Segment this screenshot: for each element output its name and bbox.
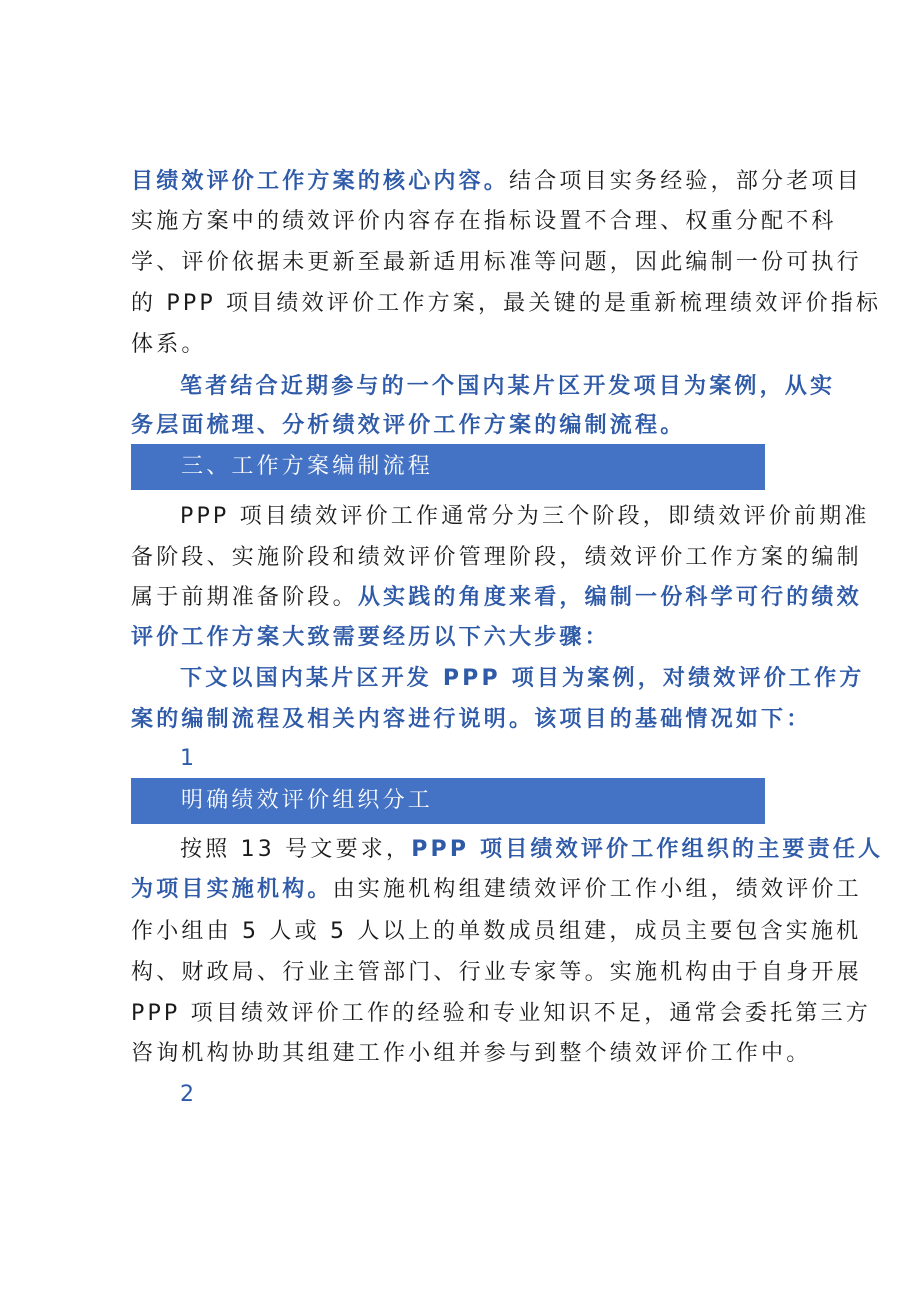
paragraph-line: 作小组由 5 人或 5 人以上的单数成员组建，成员主要包含实施机 — [131, 919, 862, 944]
section-heading-bar — [131, 444, 765, 490]
paragraph-line: 咨询机构协助其组建工作小组并参与到整个绩效评价工作中。 — [131, 1041, 812, 1066]
highlight-line: 下文以国内某片区开发 PPP 项目为案例，对绩效评价工作方 — [180, 666, 865, 691]
paragraph-line: PPP 项目绩效评价工作的经验和专业知识不足，通常会委托第三方 — [131, 1001, 871, 1026]
highlight-text: 从实践的角度来看，编制一份科学可行的绩效 — [357, 585, 862, 610]
paragraph-line — [131, 168, 862, 196]
paragraph-line: 实施方案中的绩效评价内容存在指标设置不合理、权重分配不科 — [131, 209, 837, 234]
body-text: 由实施机构组建绩效评价工作小组，绩效评价工 — [332, 877, 862, 902]
paragraph-line: 学、评价依据未更新至最新适用标准等问题，因此编制一份可执行 — [131, 250, 862, 275]
step-heading-bar — [131, 778, 765, 824]
paragraph-line: 构、财政局、行业主管部门、行业专家等。实施机构由于自身开展 — [131, 960, 862, 985]
paragraph-line: PPP 项目绩效评价工作通常分为三个阶段，即绩效评价前期准 — [180, 504, 870, 529]
paragraph-line — [180, 836, 883, 864]
highlight-text: PPP 项目绩效评价工作组织的主要责任人 — [411, 837, 884, 862]
paragraph-line: 体系。 — [131, 332, 207, 357]
highlight-line: 务层面梳理、分析绩效评价工作方案的编制流程。 — [131, 413, 686, 438]
body-text: 属于前期准备阶段。 — [131, 585, 358, 610]
paragraph-line — [131, 876, 862, 904]
paragraph-line: 备阶段、实施阶段和绩效评价管理阶段，绩效评价工作方案的编制 — [131, 545, 862, 570]
highlight-line: 评价工作方案大致需要经历以下六大步骤： — [131, 625, 610, 650]
highlight-line: 笔者结合近期参与的一个国内某片区开发项目为案例，从实 — [180, 374, 836, 399]
section-heading: 三、工作方案编制流程 — [181, 454, 434, 479]
highlight-line: 案的编制流程及相关内容进行说明。该项目的基础情况如下： — [131, 707, 812, 732]
paragraph-line — [131, 584, 862, 612]
body-text: 按照 13 号文要求， — [180, 837, 412, 862]
paragraph-line: 的 PPP 项目绩效评价工作方案，最关键的是重新梳理绩效评价指标 — [131, 291, 882, 316]
body-text: 结合项目实务经验，部分老项目 — [509, 169, 862, 194]
step-number: 1 — [180, 746, 194, 771]
step-heading: 明确绩效评价组织分工 — [181, 788, 434, 813]
step-number: 2 — [180, 1082, 194, 1107]
highlight-text: 为项目实施机构。 — [131, 877, 333, 902]
highlight-text: 目绩效评价工作方案的核心内容。 — [131, 169, 510, 194]
